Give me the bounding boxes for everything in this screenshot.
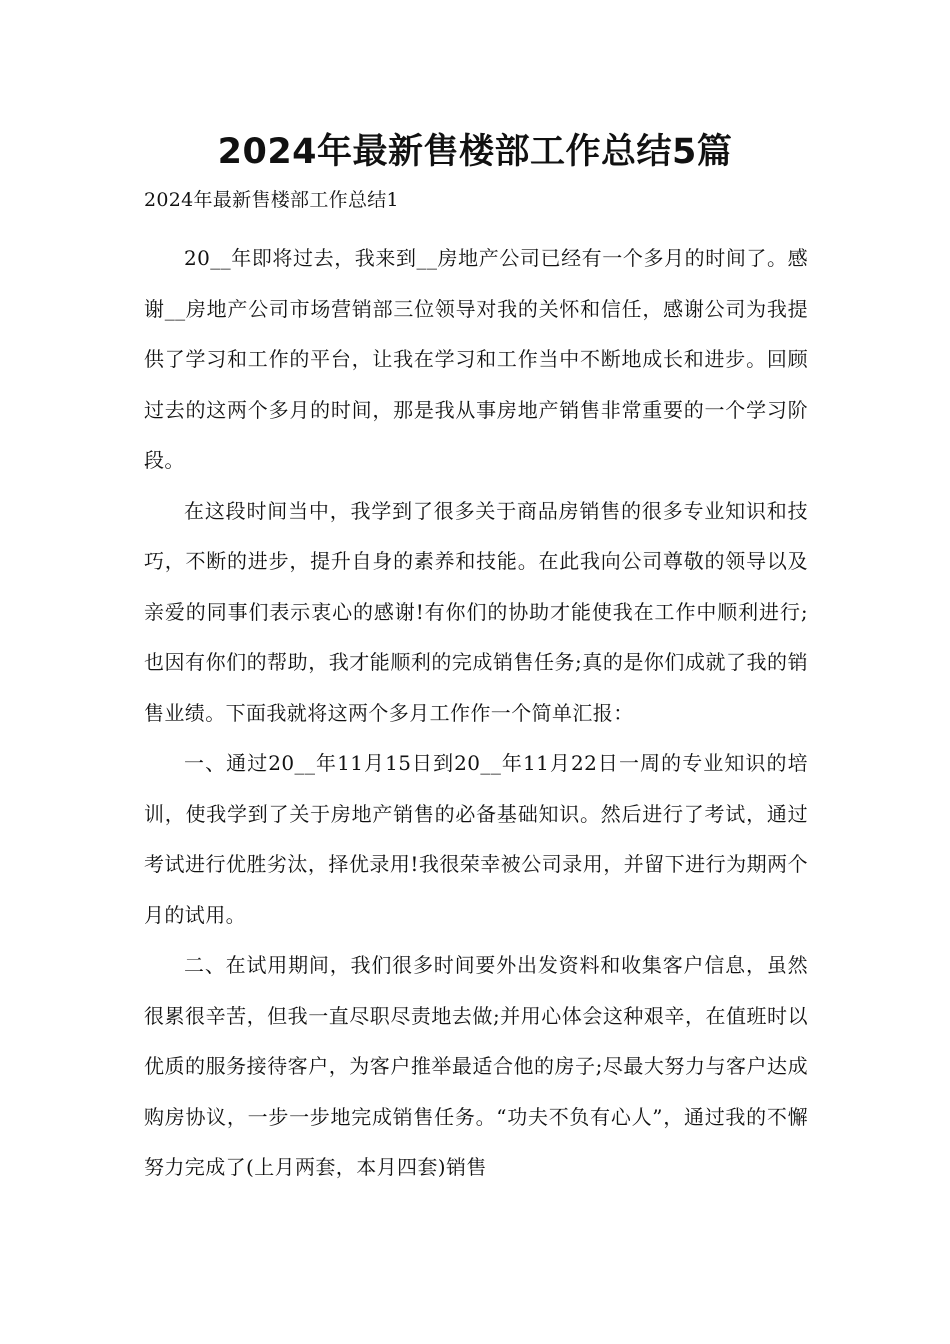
paragraph-4: 二、在试用期间，我们很多时间要外出发资料和收集客户信息，虽然很累很辛苦，但我一直尽职尽责地去做;并用心体会这种艰辛，在值班时以优质的服务接待客户，为客户推举最适合他的房子;尽最大努力与客户达成购房协议，一步一步地完成销售任务。“功夫不负有心人”，通过我的不懈努力完成了(上月两套，本月四套)销售 (144, 953, 808, 1179)
paragraph-2: 在这段时间当中，我学到了很多关于商品房销售的很多专业知识和技巧，不断的进步，提升自身的素养和技能。在此我向公司尊敬的领导以及亲爱的同事们表示衷心的感谢!有你们的协助才能使我在工作中顺利进行;也因有你们的帮助，我才能顺利的完成销售任务;真的是你们成就了我的销售业绩。下面我就将这两个多月工作作一个简单汇报： (144, 498, 808, 725)
document-body (144, 233, 808, 1193)
section-heading: 2024年最新售楼部工作总结1 (144, 189, 399, 211)
paragraph-3: 一、通过20__年11月15日到20__年11月22日一周的专业知识的培训，使我学到了关于房地产销售的必备基础知识。然后进行了考试，通过考试进行优胜劣汰，择优录用!我很荣幸被公司录用，并留下进行为期两个月的试用。 (144, 751, 808, 927)
paragraph-1: 20__年即将过去，我来到__房地产公司已经有一个多月的时间了。感谢__房地产公司市场营销部三位领导对我的关怀和信任，感谢公司为我提供了学习和工作的平台，让我在学习和工作当中不断地成长和进步。回顾过去的这两个多月的时间，那是我从事房地产销售非常重要的一个学习阶段。 (144, 246, 808, 472)
document-title: 2024年最新售楼部工作总结5篇 (217, 132, 733, 172)
